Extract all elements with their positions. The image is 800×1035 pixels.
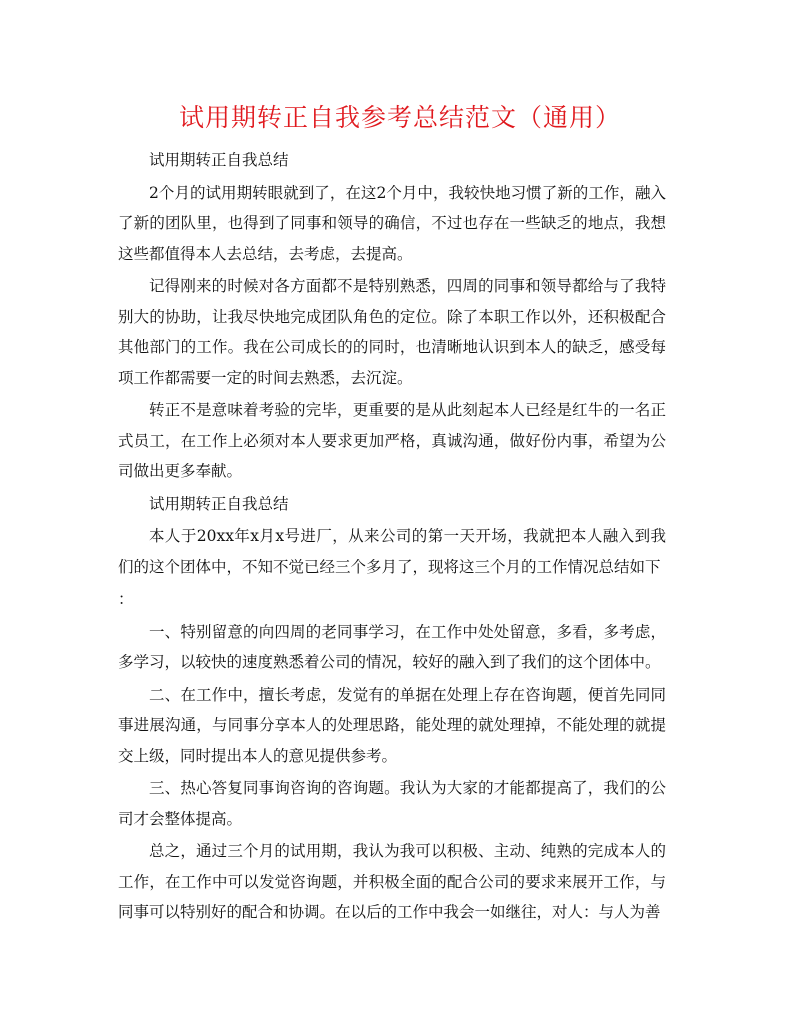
paragraph: 三、热心答复同事询咨询的咨询题。我认为大家的才能都提高了，我们的公司才会整体提高。 xyxy=(118,779,666,828)
paragraph: 记得刚来的时候对各方面都不是特别熟悉，四周的同事和领导都给与了我特别大的协助，让我尽快地完成团队角色的定位。除了本职工作以外，还积极配合其他部门的工作。我在公司成长的的同时，也清晰地认识到本人的缺乏，感受每项工作都需要一定的时间去熟悉，去沉淀。 xyxy=(118,277,666,387)
section-heading: 试用期转正自我总结 xyxy=(149,151,289,169)
paragraph: 一、特别留意的向四周的老同事学习，在工作中处处留意，多看，多考虑，多学习，以较快的速度熟悉着公司的情况，较好的融入到了我们的这个团体中。 xyxy=(118,622,666,671)
document-body xyxy=(118,145,666,930)
paragraph: 二、在工作中，擅长考虑，发觉有的单据在处理上存在咨询题，便首先同同事进展沟通，与同事分享本人的处理思路，能处理的就处理掉，不能处理的就提交上级，同时提出本人的意见提供参考。 xyxy=(118,685,666,765)
paragraph: 本人于20xx年x月x号进厂，从来公司的第一天开场，我就把本人融入到我们的这个团体中，不知不觉已经三个多月了，现将这三个月的工作情况总结如下 xyxy=(118,527,666,576)
section-heading: 试用期转正自我总结 xyxy=(149,494,289,513)
document-title: 试用期转正自我参考总结范文（通用） xyxy=(178,103,621,132)
paragraph-colon: ： xyxy=(118,590,134,608)
paragraph: 总之，通过三个月的试用期，我认为我可以积极、主动、纯熟的完成本人的工作，在工作中可以发觉咨询题，并积极全面的配合公司的要求来展开工作，与同事可以特别好的配合和协调。在以后的工作中我会一如继往，对人：与人为善 xyxy=(118,842,666,921)
paragraph: 2个月的试用期转眼就到了，在这2个月中，我较快地习惯了新的工作，融入了新的团队里，也得到了同事和领导的确信，不过也存在一些缺乏的地点，我想这些都值得本人去总结，去考虑，去提高。 xyxy=(118,183,666,263)
paragraph: 转正不是意味着考验的完毕，更重要的是从此刻起本人已经是红牛的一名正式员工，在工作上必须对本人要求更加严格，真诚沟通，做好份内事，希望为公司做出更多奉献。 xyxy=(118,401,666,480)
